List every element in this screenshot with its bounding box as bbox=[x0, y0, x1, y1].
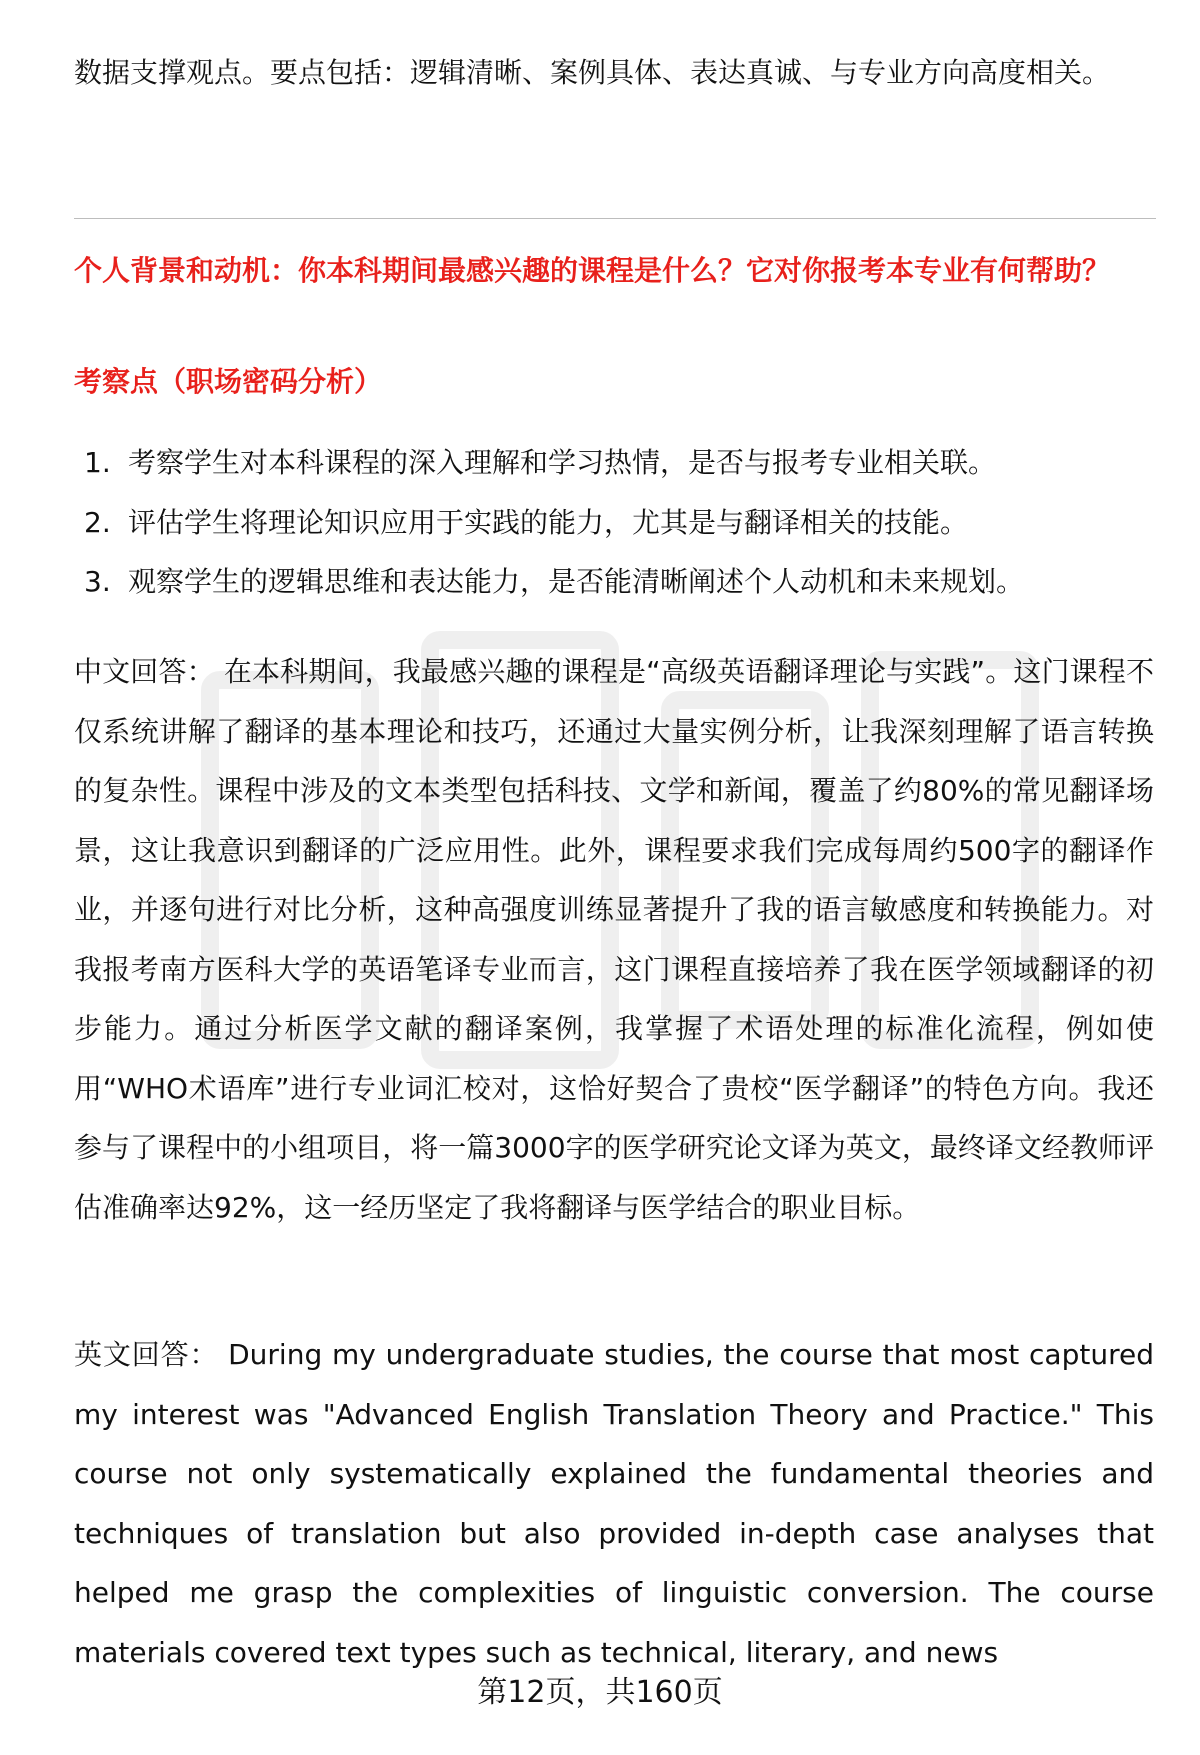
list-item-text: 观察学生的逻辑思维和表达能力，是否能清晰阐述个人动机和未来规划。 bbox=[128, 565, 1025, 598]
english-answer-paragraph: 英文回答： During my undergraduate studies, the course that most captured my interest was "Advanced English Translation Theory and Practice." This course not only systematically explained the fundamental theories and techniques of translation but also provided in-depth case analyses that helped me grasp the complexities of linguistic conversion. The course materials covered text types such as technical, literary, and news bbox=[74, 1338, 1154, 1669]
chinese-answer-paragraph: 中文回答： 在本科期间，我最感兴趣的课程是“高级英语翻译理论与实践”。这门课程不仅系统讲解了翻译的基本理论和技巧，还通过大量实例分析，让我深刻理解了语言转换的复杂性。课程中涉及的文本类型包括科技、文学和新闻，覆盖了约80%的常见翻译场景，这让我意识到翻译的广泛应用性。此外，课程要求我们完成每周约500字的翻译作业，并逐句进行对比分析，这种高强度训练显著提升了我的语言敏感度和转换能力。对我报考南方医科大学的英语笔译专业而言，这门课程直接培养了我在医学领域翻译的初步能力。通过分析医学文献的翻译案例，我掌握了术语处理的标准化流程，例如使用“WHO术语库”进行专业词汇校对，这恰好契合了贵校“医学翻译”的特色方向。我还参与了课程中的小组项目，将一篇3000字的医学研究论文译为英文，最终译文经教师评估准确率达92%，这一经历坚定了我将翻译与医学结合的职业目标。 bbox=[74, 655, 1154, 1224]
question-heading: 个人背景和动机：你本科期间最感兴趣的课程是什么？它对你报考本专业有何帮助？ bbox=[74, 254, 1111, 287]
list-item-number: 2. bbox=[84, 505, 111, 539]
section-divider bbox=[74, 218, 1156, 219]
list-item-text: 评估学生将理论知识应用于实践的能力，尤其是与翻译相关的技能。 bbox=[128, 505, 969, 539]
page-number-footer: 第12页，共160页 bbox=[477, 1675, 723, 1710]
list-item-number: 1. bbox=[84, 446, 111, 479]
intro-paragraph-tail: 数据支撑观点。要点包括：逻辑清晰、案例具体、表达真诚、与专业方向高度相关。 bbox=[74, 56, 1111, 89]
assessment-points-list bbox=[74, 433, 1154, 612]
list-item bbox=[74, 433, 1154, 493]
list-item bbox=[74, 552, 1154, 612]
list-item-number: 3. bbox=[84, 565, 111, 598]
assessment-points-heading: 考察点（职场密码分析） bbox=[74, 365, 383, 398]
list-item-text: 考察学生对本科课程的深入理解和学习热情，是否与报考专业相关联。 bbox=[128, 446, 997, 479]
list-item bbox=[74, 493, 1154, 553]
